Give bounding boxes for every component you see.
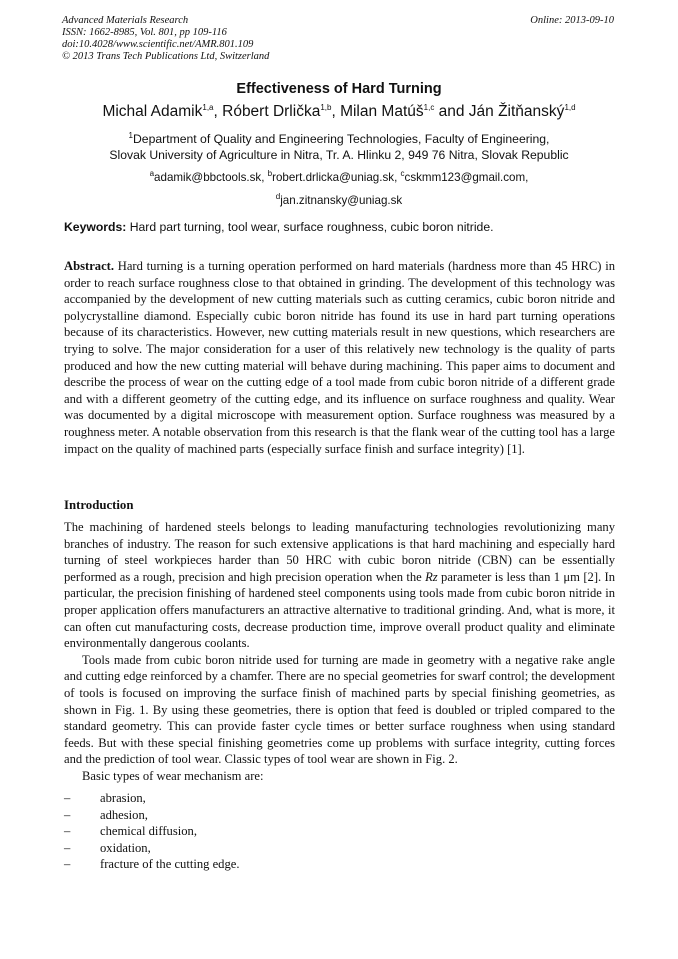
introduction-body bbox=[64, 519, 615, 785]
email-mark: a bbox=[149, 169, 155, 179]
intro-paragraph-2: Tools made from cubic boron nitride used for turning are made in geometry with a negative rake angle and cutting edge reinforced by a chamfer. There are no special geometries for swarf control; the development of tools is focused on improving the surface finish of machined parts by special finishing geometries, as shown in Fig. 1. By using these geometries, there is option that feed is doubled or tripled compared to the standard geometry. This can provide faster cycle times or better surface roughness when using standard feeds. But with these special finishing geometries come up problems with surface integrity, cutting forces and the prediction of tool wear. Classic types of tool wear are shown in Fig. 2. bbox=[64, 652, 615, 767]
email-link[interactable]: cskmm123@gmail.com bbox=[404, 171, 526, 184]
online-date: Online: 2013-09-10 bbox=[530, 15, 614, 26]
author-separator: , bbox=[213, 103, 223, 120]
wear-list-intro: Basic types of wear mechanism are: bbox=[82, 768, 264, 783]
affil-line-1: Department of Quality and Engineering Technologies, Faculty of Engineering, bbox=[133, 132, 550, 146]
email-mark: b bbox=[267, 169, 273, 179]
journal-copyright: © 2013 Trans Tech Publications Ltd, Switzerland bbox=[62, 51, 270, 62]
abstract-label: Abstract. bbox=[64, 259, 115, 273]
list-bullet: – bbox=[64, 857, 71, 872]
email-mark: c bbox=[400, 169, 405, 179]
list-item: – fracture of the cutting edge. bbox=[64, 857, 240, 872]
author-emails: $^a$adamik@bbctools.sk, $^b$robert.drlicka@uniag.sk, $^c$cskmm123@gmail.com, $^d$jan.zitnansky@uniag.sk bbox=[149, 169, 529, 207]
author-affil-mark: 1,c bbox=[423, 102, 435, 112]
abstract-text: Hard turning is a turning operation performed on hard materials (hardness more than 45 HRC) in order to reach surface roughness close to that obtained in grinding. The development of this technology was accompanied by the development of new cutting materials such as cutting ceramics, cubic boron nitride and polycrystalline diamond. Especially cubic boron nitride has found its use in hard part turning operations because of its characteristics. However, new cutting materials result in new questions, which researchers are trying to solve. The major consideration for a user of this relatively new technology is the quality of parts produced and how the new cutting material will behave during machining. This paper aims to document and describe the process of wear on the cutting edge of a tool made from cubic boron nitride of a different grade and with a different geometry of the cutting edge, and its influence on surface roughness and quality. Wear was documented by a digital microscope with measurement option. Surface roughness was measured by a roughness meter. A notable observation from this research is that the flank wear of the cutting tool has a large impact on the quality of machined parts (especially surface finish and surface integrity) [1]. bbox=[64, 259, 615, 456]
intro-p1-text-b: parameter is less than 1 μm [2]. In particular, the precision finishing of hardened steel components using tools made from cubic boron nitride in proper application offers manufacturers an attractive alternative to traditional grinding. And, what is more, it can often cut manufacturing costs, decrease production time, improve overall product quality and eliminate environmentally dangerous coolants. bbox=[64, 569, 616, 651]
list-bullet: – bbox=[64, 824, 71, 839]
author-name: Michal Adamik bbox=[102, 103, 203, 120]
intro-paragraph-1 bbox=[64, 519, 615, 652]
keywords bbox=[64, 220, 616, 234]
author-separator: , bbox=[331, 103, 341, 120]
abstract bbox=[64, 258, 615, 457]
affil-line-2: Slovak University of Agriculture in Nitra, Tr. A. Hlinku 2, 949 76 Nitra, Slovak Republic bbox=[109, 148, 569, 162]
keywords-text: Hard part turning, tool wear, surface roughness, cubic boron nitride. bbox=[126, 220, 494, 234]
list-bullet: – bbox=[64, 840, 71, 855]
section-heading-introduction: Introduction bbox=[64, 498, 134, 512]
author-name: Ján Žitňanský bbox=[468, 103, 565, 120]
author-affil-mark: 1,d bbox=[564, 102, 576, 112]
journal-name: Advanced Materials Research bbox=[62, 15, 189, 26]
keywords-label: Keywords: bbox=[64, 220, 127, 234]
author-affil-mark: 1,b bbox=[320, 102, 332, 112]
email-link[interactable]: adamik@bbctools.sk bbox=[154, 171, 262, 184]
list-item: – oxidation, bbox=[64, 840, 151, 855]
wear-mechanism-list bbox=[64, 790, 240, 873]
intro-p1-text-a: The machining of hardened steels belongs to leading manufacturing technologies revolutionizing many branches of industry. The reason for such extensive applications is that hard machining and especially hard turning of steel workpieces harder than 50 HRC with cubic boron nitride (CBN) can be essentially performed as a rough, precision and high precision operation when the bbox=[64, 520, 615, 584]
list-item: – adhesion, bbox=[64, 807, 148, 822]
journal-issn: ISSN: 1662-8985, Vol. 801, pp 109-116 bbox=[62, 27, 227, 38]
affil-mark: 1 bbox=[128, 130, 133, 140]
list-item: – chemical diffusion, bbox=[64, 824, 197, 839]
rz-symbol: Rz bbox=[425, 569, 438, 584]
author-list bbox=[0, 103, 678, 121]
email-link[interactable]: robert.drlicka@uniag.sk bbox=[272, 171, 395, 184]
email-link[interactable]: jan.zitnansky@uniag.sk bbox=[280, 194, 403, 207]
author-name: Milan Matúš bbox=[340, 103, 424, 120]
list-bullet: – bbox=[64, 791, 71, 805]
author-separator: and bbox=[434, 103, 469, 120]
journal-header bbox=[62, 15, 269, 63]
author-name: Róbert Drlička bbox=[222, 103, 321, 120]
affiliation bbox=[0, 131, 678, 163]
list-item: – abrasion, bbox=[64, 791, 146, 805]
email-mark: d bbox=[275, 192, 281, 202]
author-affil-mark: 1,a bbox=[202, 102, 214, 112]
paper-title: Effectiveness of Hard Turning bbox=[236, 81, 442, 97]
list-bullet: – bbox=[64, 807, 71, 822]
journal-doi[interactable]: doi:10.4028/www.scientific.net/AMR.801.109 bbox=[62, 39, 254, 50]
